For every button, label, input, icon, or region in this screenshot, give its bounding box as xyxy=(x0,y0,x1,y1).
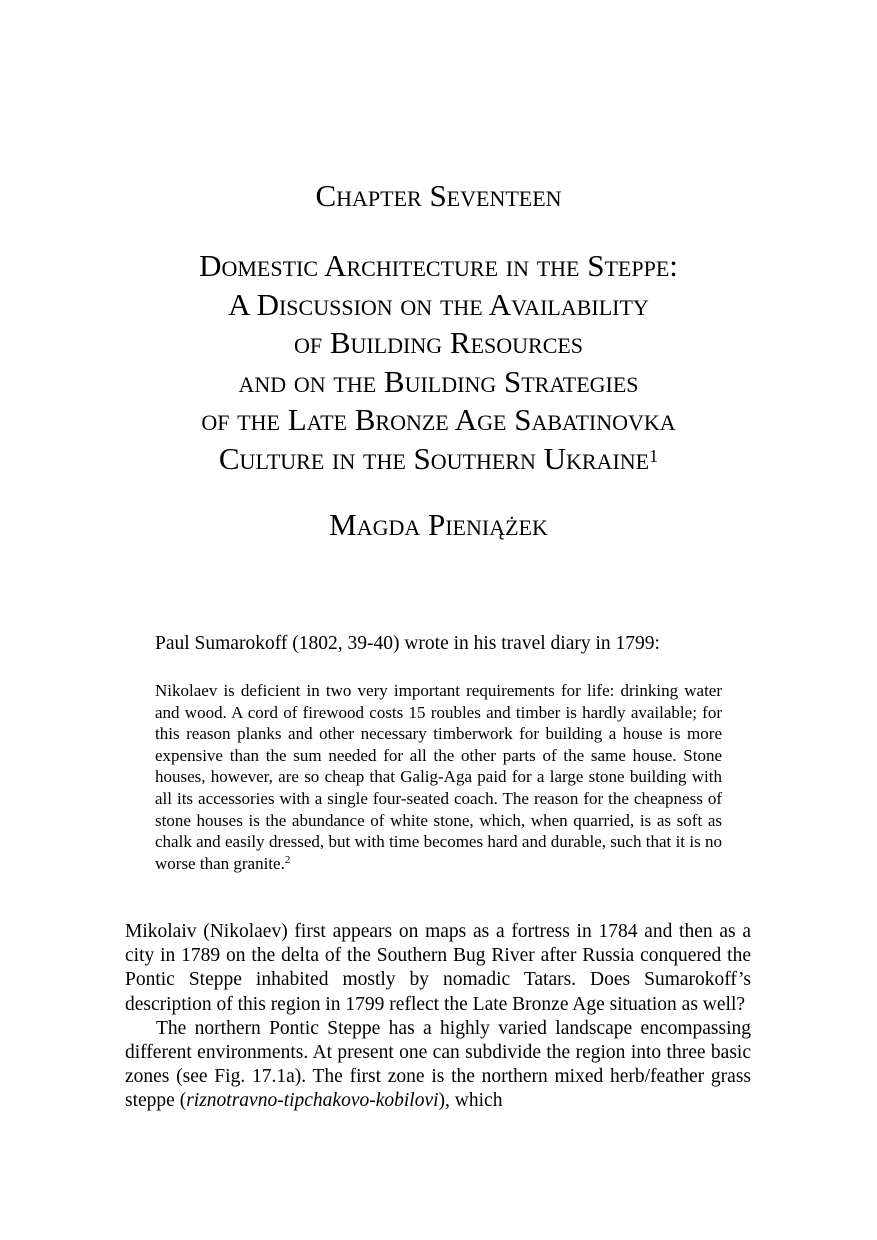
author-name: Magda Pieniążek xyxy=(329,507,548,542)
title-line-4: and on the Building Strategies xyxy=(238,363,639,399)
intro-sentence: Paul Sumarokoff (1802, 39-40) wrote in his travel diary in 1799: xyxy=(155,633,660,654)
block-quote xyxy=(155,680,722,874)
chapter-title xyxy=(0,247,877,478)
title-line-3: of Building Resources xyxy=(293,325,584,360)
title-line-6-text: Culture in the Southern Ukraine xyxy=(218,440,650,476)
title-footnote-mark[interactable]: 1 xyxy=(649,445,659,466)
title-line-2: A Discussion on the Availability xyxy=(228,286,649,322)
quote-footnote-mark[interactable]: 2 xyxy=(284,853,291,866)
paragraph-2-start: The northern Pontic Steppe has a highly varied landscape encompassing different environments. At present one can subdivide the region into three basic zones (see Fig. 17.1a). The first zone is the northern mixed herb/feather grass steppe ( xyxy=(125,1017,751,1112)
chapter-heading: Chapter Seventeen xyxy=(315,178,562,213)
body-paragraph-1: Mikolaiv (Nikolaev) first appears on maps as a fortress in 1784 and then as a city in 1789 on the delta of the Southern Bug River after Russia conquered the Pontic Steppe inhabited mostly by nomadic Tatars. Does Sumarokoff’s description of this region in 1799 reflect the Late Bronze Age situation as well? xyxy=(125,921,751,1015)
title-line-1: Domestic Architecture in the Steppe: xyxy=(199,248,678,283)
body-text xyxy=(125,920,751,1114)
body-paragraph-2 xyxy=(125,1017,751,1114)
paragraph-2-italic-term: riznotravno-tipchakovo-kobilovi xyxy=(186,1090,439,1112)
title-line-6 xyxy=(0,440,877,479)
quote-text: Nikolaev is deficient in two very important requirements for life: drinking water and wood. A cord of firewood costs 15 roubles and timber is hardly available; for this reason planks and other necessary timberwork for building a house is more expensive than the sum needed for all the other parts of the same house. Stone houses, however, are so cheap that Galig-Aga paid for a large stone building with all its accessories with a single four-seated coach. The reason for the cheapness of stone houses is the abundance of white stone, which, when quarried, is as soft as chalk and easily dressed, but with time becomes hard and durable, such that it is no worse than granite. xyxy=(155,681,722,873)
paragraph-2-end: ), which xyxy=(438,1090,503,1112)
title-line-5: of the Late Bronze Age Sabatinovka xyxy=(201,402,676,437)
